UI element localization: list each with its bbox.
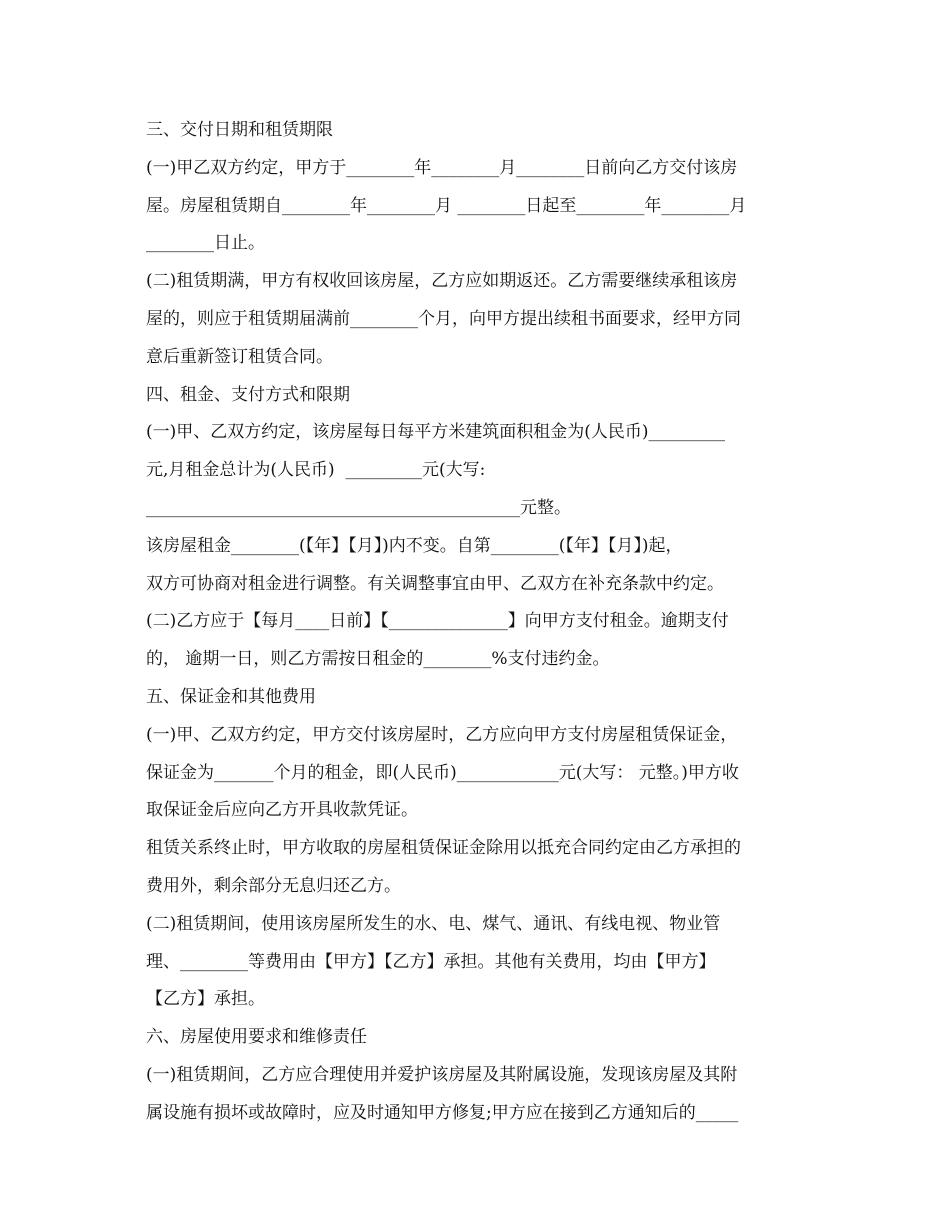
text-line: 属设施有损坏或故障时，应及时通知甲方修复;甲方应在接到乙方通知后的_____	[146, 1102, 739, 1123]
text-line: (一)甲、乙双方约定，甲方交付该房屋时，乙方应向甲方支付房屋租赁保证金，	[146, 724, 738, 745]
section-heading: 五、保证金和其他费用	[146, 686, 316, 707]
text-line: ________日止。	[146, 233, 265, 254]
text-line: 【乙方】承担。	[146, 989, 265, 1010]
text-line: 屋的，则应于租赁期届满前________个月，向甲方提出续租书面要求，经甲方同	[146, 308, 741, 329]
text-line: 费用外，剩余部分无息归还乙方。	[146, 875, 401, 896]
text-line: 理、________等费用由【甲方】【乙方】承担。其他有关费用，均由【甲方】	[146, 951, 716, 972]
text-line: 该房屋租金________(【年】【月】)内不变。自第________(【年】【月】)起，	[146, 535, 683, 556]
text-line: 租赁关系终止时，甲方收取的房屋租赁保证金除用以抵充合同约定由乙方承担的	[146, 838, 741, 859]
section-heading: 六、房屋使用要求和维修责任	[146, 1027, 367, 1048]
text-line: 屋。房屋租赁期自________年________月 ________日起至________年________月	[146, 195, 747, 216]
text-line: 的， 逾期一日，则乙方需按日租金的________%支付违约金。	[146, 649, 610, 670]
text-line: (二)租赁期满，甲方有权收回该房屋，乙方应如期返还。乙方需要继续承租该房	[146, 271, 738, 292]
text-line: (二)租赁期间，使用该房屋所发生的水、电、煤气、通讯、有线电视、物业管	[146, 913, 721, 934]
section-heading: 三、交付日期和租赁期限	[146, 120, 333, 140]
text-line: 意后重新签订租赁合同。	[146, 346, 333, 367]
text-line: 保证金为_______个月的租金，即(人民币)____________元(大写： 元整。)甲方收	[146, 762, 739, 783]
section-heading: 四、租金、支付方式和限期	[146, 384, 350, 405]
text-line: 双方可协商对租金进行调整。有关调整事宜由甲、乙双方在补充条款中约定。	[146, 573, 724, 594]
text-line: (一)甲、乙双方约定，该房屋每日每平方米建筑面积租金为(人民币)_________	[146, 422, 726, 443]
text-line: (一)租赁期间，乙方应合理使用并爱护该房屋及其附属设施，发现该房屋及其附	[146, 1064, 738, 1085]
text-line: 元,月租金总计为(人民币) _________元(大写:	[146, 460, 486, 481]
text-line: (二)乙方应于【每月____日前】【______________】向甲方支付租金。逾期支付	[146, 611, 729, 632]
text-line: ____________________________________________元整。	[146, 497, 571, 518]
text-line: 取保证金后应向乙方开具收款凭证。	[146, 800, 418, 821]
document-body	[146, 112, 806, 1133]
text-line: (一)甲乙双方约定，甲方于________年________月________日前向乙方交付该房	[146, 157, 738, 178]
